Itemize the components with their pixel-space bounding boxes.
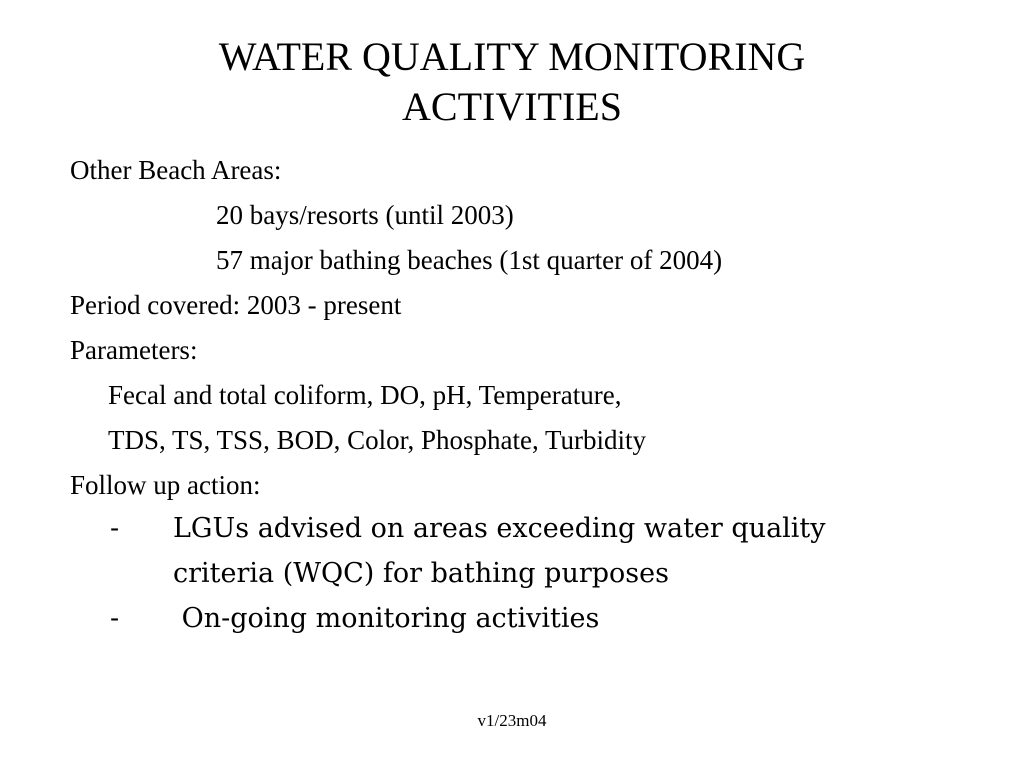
follow-up-item-1-line-1: LGUs advised on areas exceeding water quality	[173, 513, 826, 544]
bullet-dash: -	[110, 603, 120, 634]
follow-up-heading: Follow up action:	[70, 470, 261, 500]
follow-up-item-2: On-going monitoring activities	[173, 603, 600, 634]
slide-title-line-1: WATER QUALITY MONITORING	[218, 34, 806, 79]
parameters-heading: Parameters:	[70, 335, 198, 365]
beach-area-item: 57 major bathing beaches (1st quarter of 2004)	[216, 245, 723, 275]
parameters-line: TDS, TS, TSS, BOD, Color, Phosphate, Turbidity	[108, 425, 647, 455]
parameters-line: Fecal and total coliform, DO, pH, Temperature,	[108, 380, 622, 410]
slide-footer: v1/23m04	[477, 711, 547, 730]
follow-up-item-1-line-2: criteria (WQC) for bathing purposes	[173, 558, 669, 589]
slide-title	[0, 32, 1024, 132]
beach-area-item: 20 bays/resorts (until 2003)	[216, 200, 514, 230]
bullet-dash: -	[110, 513, 120, 544]
slide-title-line-2: ACTIVITIES	[402, 84, 622, 129]
period-covered: Period covered: 2003 - present	[70, 290, 402, 320]
other-beach-areas-heading: Other Beach Areas:	[70, 155, 282, 185]
